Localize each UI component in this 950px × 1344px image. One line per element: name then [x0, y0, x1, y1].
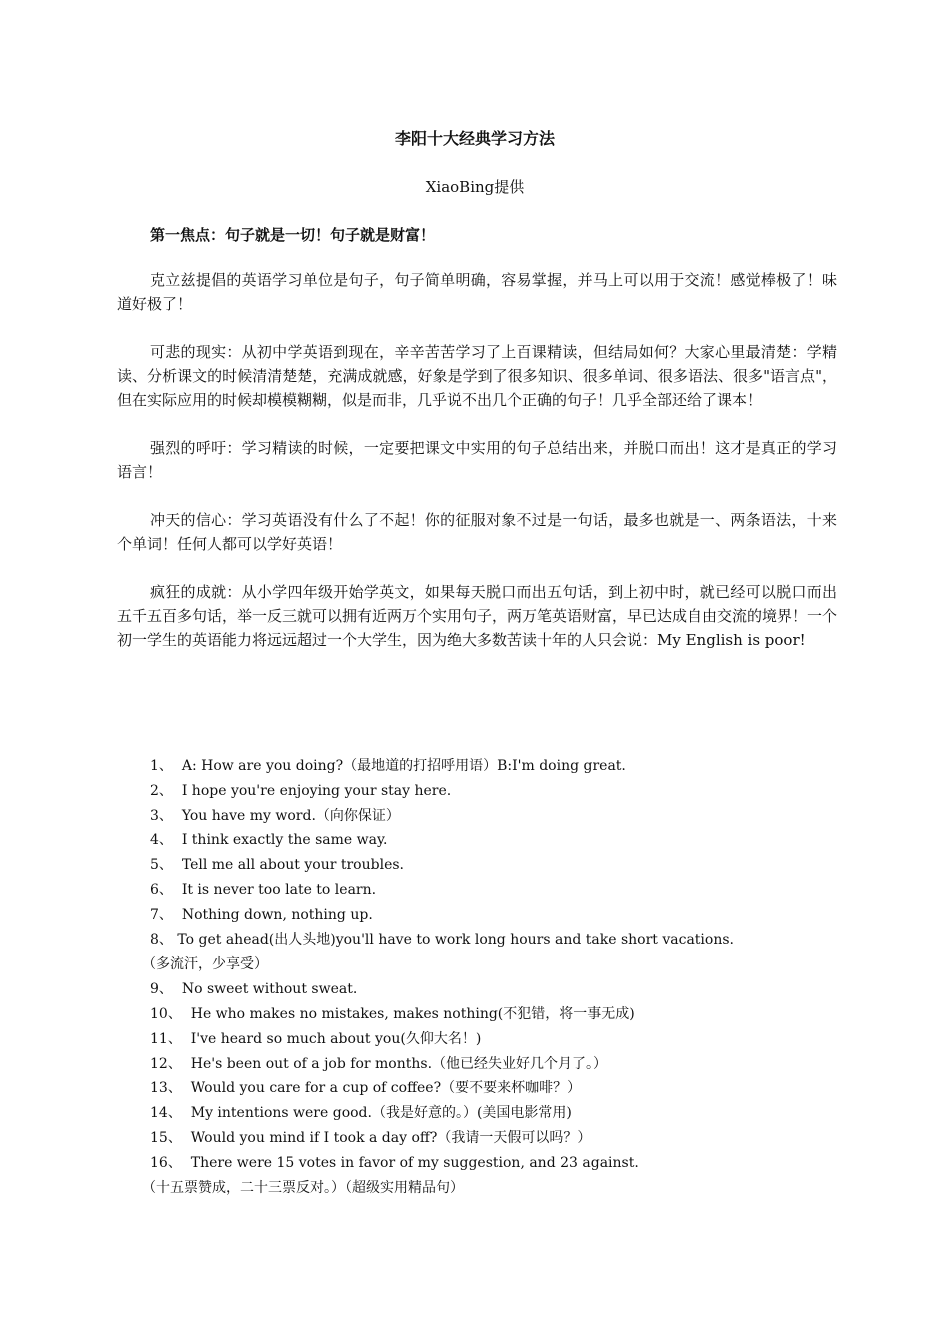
item-continuation: （多流汗，少享受） — [142, 956, 268, 973]
list-item — [150, 903, 840, 928]
list-item — [150, 878, 840, 903]
list-item — [150, 779, 840, 804]
list-item — [150, 804, 840, 829]
item-text: No sweet without sweat. — [181, 981, 358, 998]
item-text: He's been out of a job for months.（他已经失业好几个月了。） — [190, 1055, 608, 1072]
item-number: 11、 — [150, 1030, 182, 1047]
item-number: 6、 — [150, 881, 173, 898]
list-item — [150, 928, 840, 953]
list-item — [150, 754, 840, 779]
item-text: I've heard so much about you(久仰大名！) — [190, 1030, 482, 1047]
item-text: You have my word.（向你保证） — [181, 807, 400, 824]
item-text: There were 15 votes in favor of my suggestion, and 23 against. — [190, 1154, 639, 1171]
item-text: My intentions were good.（我是好意的。）(美国电影常用) — [190, 1105, 572, 1122]
document-title: 李阳十大经典学习方法 — [394, 129, 555, 148]
item-number: 13、 — [150, 1080, 182, 1097]
item-text: Nothing down, nothing up. — [181, 906, 373, 923]
list-item — [150, 1076, 840, 1101]
item-text: I hope you're enjoying your stay here. — [181, 782, 452, 799]
item-continuation: （十五票赞成，二十三票反对。）（超级实用精品句） — [142, 1179, 464, 1196]
paragraph: 克立兹提倡的英语学习单位是句子，句子简单明确，容易掌握，并马上可以用于交流！感觉棒极了！味道好极了！ — [117, 271, 837, 313]
item-number: 8、 — [150, 931, 173, 948]
list-item — [150, 1101, 840, 1126]
body-paragraphs — [117, 268, 837, 676]
paragraph: 疯狂的成就：从小学四年级开始学英文，如果每天脱口而出五句话，到上初中时，就已经可以脱口而出五千五百多句话，举一反三就可以拥有近两万个实用句子，两万笔英语财富，早已达成自由交流的境界！一个初一学生的英语能力将远远超过一个大学生，因为绝大多数苦读十年的人只会说：My English is poor! — [117, 583, 838, 649]
item-number: 14、 — [150, 1105, 182, 1122]
sentence-list — [142, 754, 840, 1200]
item-number: 16、 — [150, 1154, 182, 1171]
item-number: 2、 — [150, 782, 173, 799]
list-item — [150, 1002, 840, 1027]
item-text: Tell me all about your troubles. — [181, 857, 404, 874]
paragraph: 强烈的呼吁：学习精读的时候，一定要把课文中实用的句子总结出来，并脱口而出！这才是真正的学习语言！ — [117, 439, 837, 481]
item-text: Would you care for a cup of coffee?（要不要来杯咖啡？） — [190, 1080, 582, 1097]
list-item — [150, 1027, 840, 1052]
item-text: A: How are you doing?（最地道的打招呼用语）B:I'm doing great. — [181, 758, 626, 774]
item-text: He who makes no mistakes, makes nothing(不犯错，将一事无成) — [190, 1005, 635, 1022]
list-item — [150, 1151, 840, 1176]
section-heading: 第一焦点：句子就是一切！句子就是财富！ — [150, 226, 436, 244]
paragraph: 冲天的信心：学习英语没有什么了不起！你的征服对象不过是一句话，最多也就是一、两条语法，十来个单词！任何人都可以学好英语！ — [117, 511, 837, 553]
item-text: Would you mind if I took a day off?（我请一天假可以吗？） — [190, 1129, 592, 1146]
list-item — [150, 853, 840, 878]
item-number: 1、 — [150, 758, 173, 774]
item-number: 5、 — [150, 857, 173, 874]
item-number: 3、 — [150, 807, 173, 824]
item-text: It is never too late to learn. — [181, 881, 377, 898]
list-item — [150, 1126, 840, 1151]
item-number: 15、 — [150, 1129, 182, 1146]
item-number: 10、 — [150, 1005, 182, 1022]
item-number: 9、 — [150, 981, 173, 998]
document-credit: XiaoBing提供 — [425, 178, 525, 196]
item-number: 4、 — [150, 832, 173, 849]
item-text: To get ahead(出人头地)you'll have to work long hours and take short vacations. — [177, 931, 734, 948]
list-item — [150, 1052, 840, 1077]
paragraph: 可悲的现实：从初中学英语到现在，辛辛苦苦学习了上百课精读，但结局如何？大家心里最清楚：学精读、分析课文的时候清清楚楚，充满成就感，好象是学到了很多知识、很多单词、很多语法、很多"语言点"，但在实际应用的时候却模模糊糊，似是而非，几乎说不出几个正确的句子！几乎全部还给了课本！ — [117, 343, 837, 409]
item-number: 7、 — [150, 906, 173, 923]
list-item — [150, 977, 840, 1002]
item-text: I think exactly the same way. — [181, 832, 388, 849]
item-number: 12、 — [150, 1055, 182, 1072]
list-item — [150, 828, 840, 853]
